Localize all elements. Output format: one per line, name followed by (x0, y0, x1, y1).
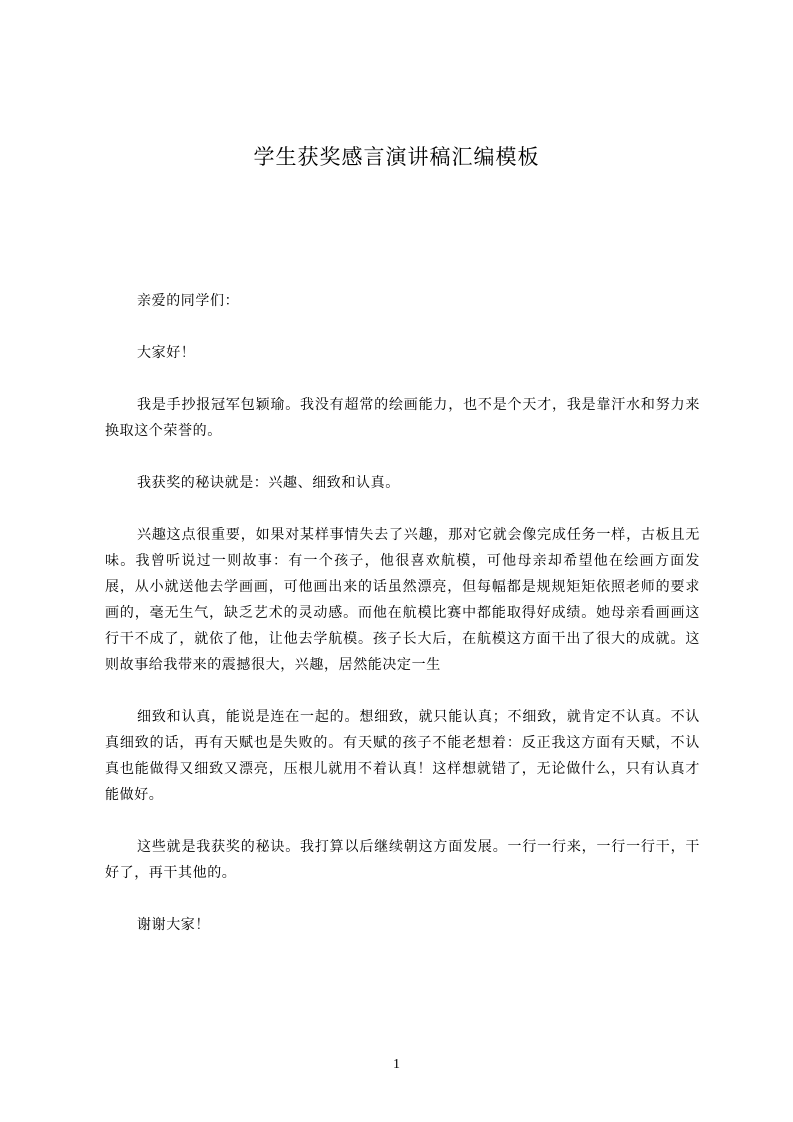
paragraph-hello: 大家好！ (137, 345, 196, 361)
paragraph-careful: 细致和认真，能说是连在一起的。想细致，就只能认真；不细致，就肯定不认真。不认真细致的话，再有天赋也是失败的。有天赋的孩子不能老想着：反正我这方面有天赋，不认真也能做得又细致又漂亮，压根儿就用不着认真！这样想就错了，无论做什么，只有认真才能做好。 (105, 709, 700, 803)
paragraph-greeting: 亲爱的同学们： (137, 293, 240, 309)
paragraph-secret: 我获奖的秘诀就是：兴趣、细致和认真。 (137, 475, 400, 491)
document-body (105, 288, 700, 938)
paragraph-plan: 这些就是我获奖的秘诀。我打算以后继续朝这方面发展。一行一行来，一行一行干，干好了，再干其他的。 (105, 839, 700, 881)
page-number: 1 (393, 1057, 400, 1072)
paragraph-interest: 兴趣这点很重要，如果对某样事情失去了兴趣，那对它就会像完成任务一样，古板且无味。我曾听说过一则故事：有一个孩子，他很喜欢航模，可他母亲却希望他在绘画方面发展，从小就送他去学画画，可他画出来的话虽然漂亮，但每幅都是规规矩矩依照老师的要求画的，毫无生气，缺乏艺术的灵动感。而他在航模比赛中都能取得好成绩。她母亲看画画这行干不成了，就依了他，让他去学航模。孩子长大后，在航模这方面干出了很大的成就。这则故事给我带来的震撼很大，兴趣，居然能决定一生 (105, 527, 700, 673)
document-title: 学生获奖感言演讲稿汇编模板 (253, 145, 540, 169)
paragraph-introduction: 我是手抄报冠军包颖瑜。我没有超常的绘画能力，也不是个天才，我是靠汗水和努力来换取这个荣誉的。 (105, 397, 700, 439)
paragraph-thanks: 谢谢大家！ (137, 917, 210, 933)
